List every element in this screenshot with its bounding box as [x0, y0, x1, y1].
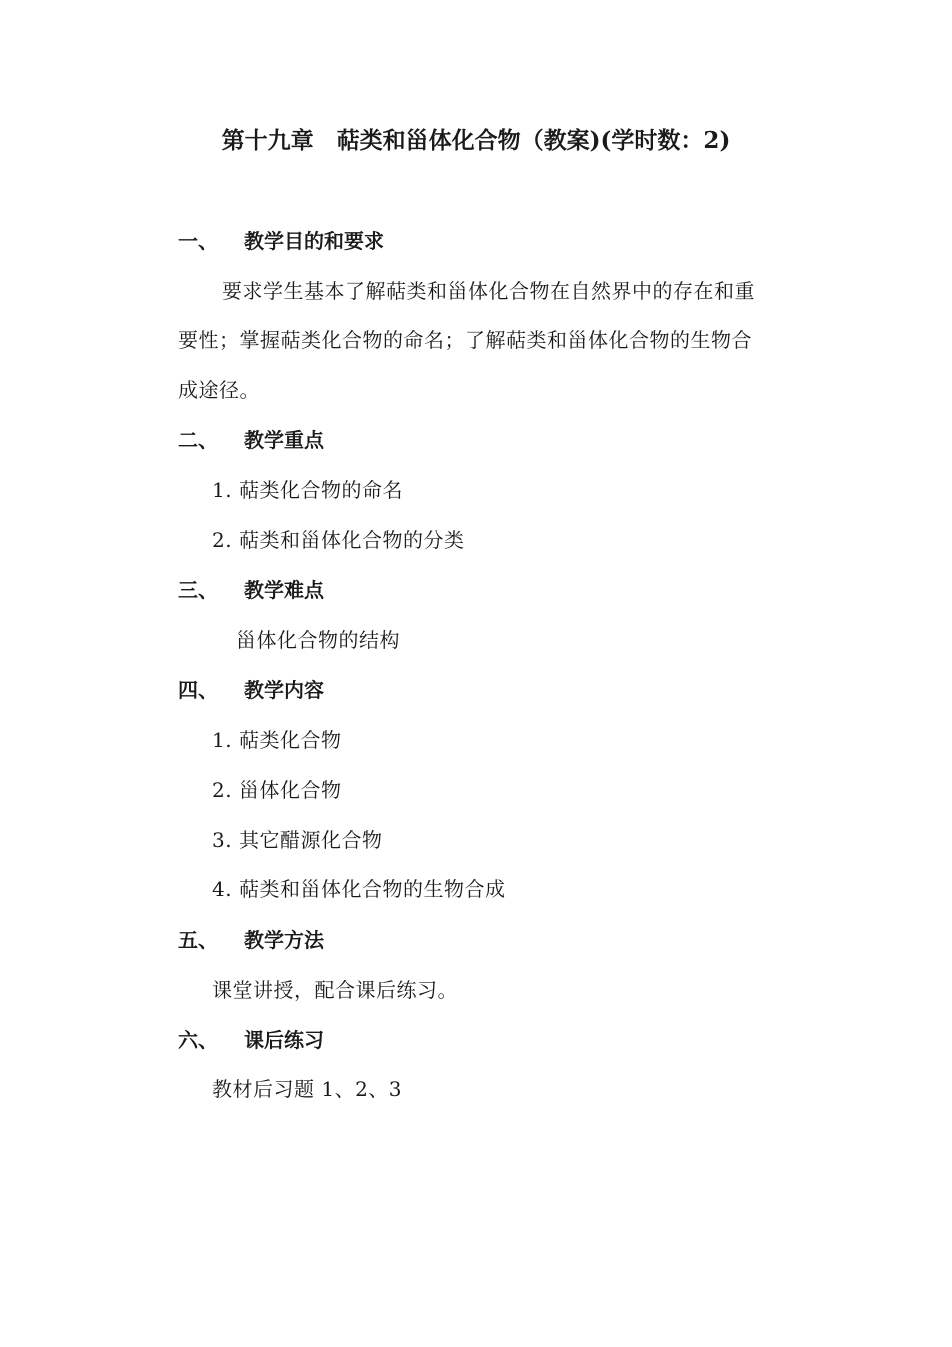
paragraph-line-2: 要性；掌握萜类化合物的命名；了解萜类和甾体化合物的生物合	[178, 328, 752, 352]
section-number: 三、	[178, 578, 218, 602]
list-item: 2. 萜类和甾体化合物的分类	[212, 528, 465, 552]
section-number: 一、	[178, 229, 218, 253]
section-heading-5	[178, 925, 324, 955]
section-title: 教学方法	[244, 928, 324, 952]
list-item: 2. 甾体化合物	[212, 778, 342, 802]
section-title: 教学内容	[244, 678, 324, 702]
section-number: 二、	[178, 428, 218, 452]
section-number: 四、	[178, 678, 218, 702]
list-item: 1. 萜类化合物	[212, 728, 342, 752]
section-number: 六、	[178, 1028, 218, 1052]
section-title: 课后练习	[244, 1028, 324, 1052]
list-item: 4. 萜类和甾体化合物的生物合成	[212, 877, 506, 901]
section-title: 教学重点	[244, 428, 324, 452]
list-item: 1. 萜类化合物的命名	[212, 478, 403, 502]
section-heading-4	[178, 675, 324, 705]
section-title: 教学难点	[244, 578, 324, 602]
section-text: 课堂讲授，配合课后练习。	[212, 978, 458, 1002]
section-heading-1	[178, 226, 384, 256]
section-text: 教材后习题 1、2、3	[212, 1077, 403, 1101]
page-title: 第十九章 萜类和甾体化合物（教案)(学时数：2)	[221, 127, 731, 154]
paragraph-line-3: 成途径。	[178, 378, 260, 402]
list-item: 3. 其它醋源化合物	[212, 828, 383, 852]
section-title: 教学目的和要求	[244, 229, 384, 253]
section-number: 五、	[178, 928, 218, 952]
section-text: 甾体化合物的结构	[236, 628, 400, 652]
section-heading-6	[178, 1025, 324, 1055]
section-heading-3	[178, 575, 324, 605]
paragraph-line-1: 要求学生基本了解萜类和甾体化合物在自然界中的存在和重	[222, 279, 755, 303]
section-heading-2	[178, 425, 324, 455]
